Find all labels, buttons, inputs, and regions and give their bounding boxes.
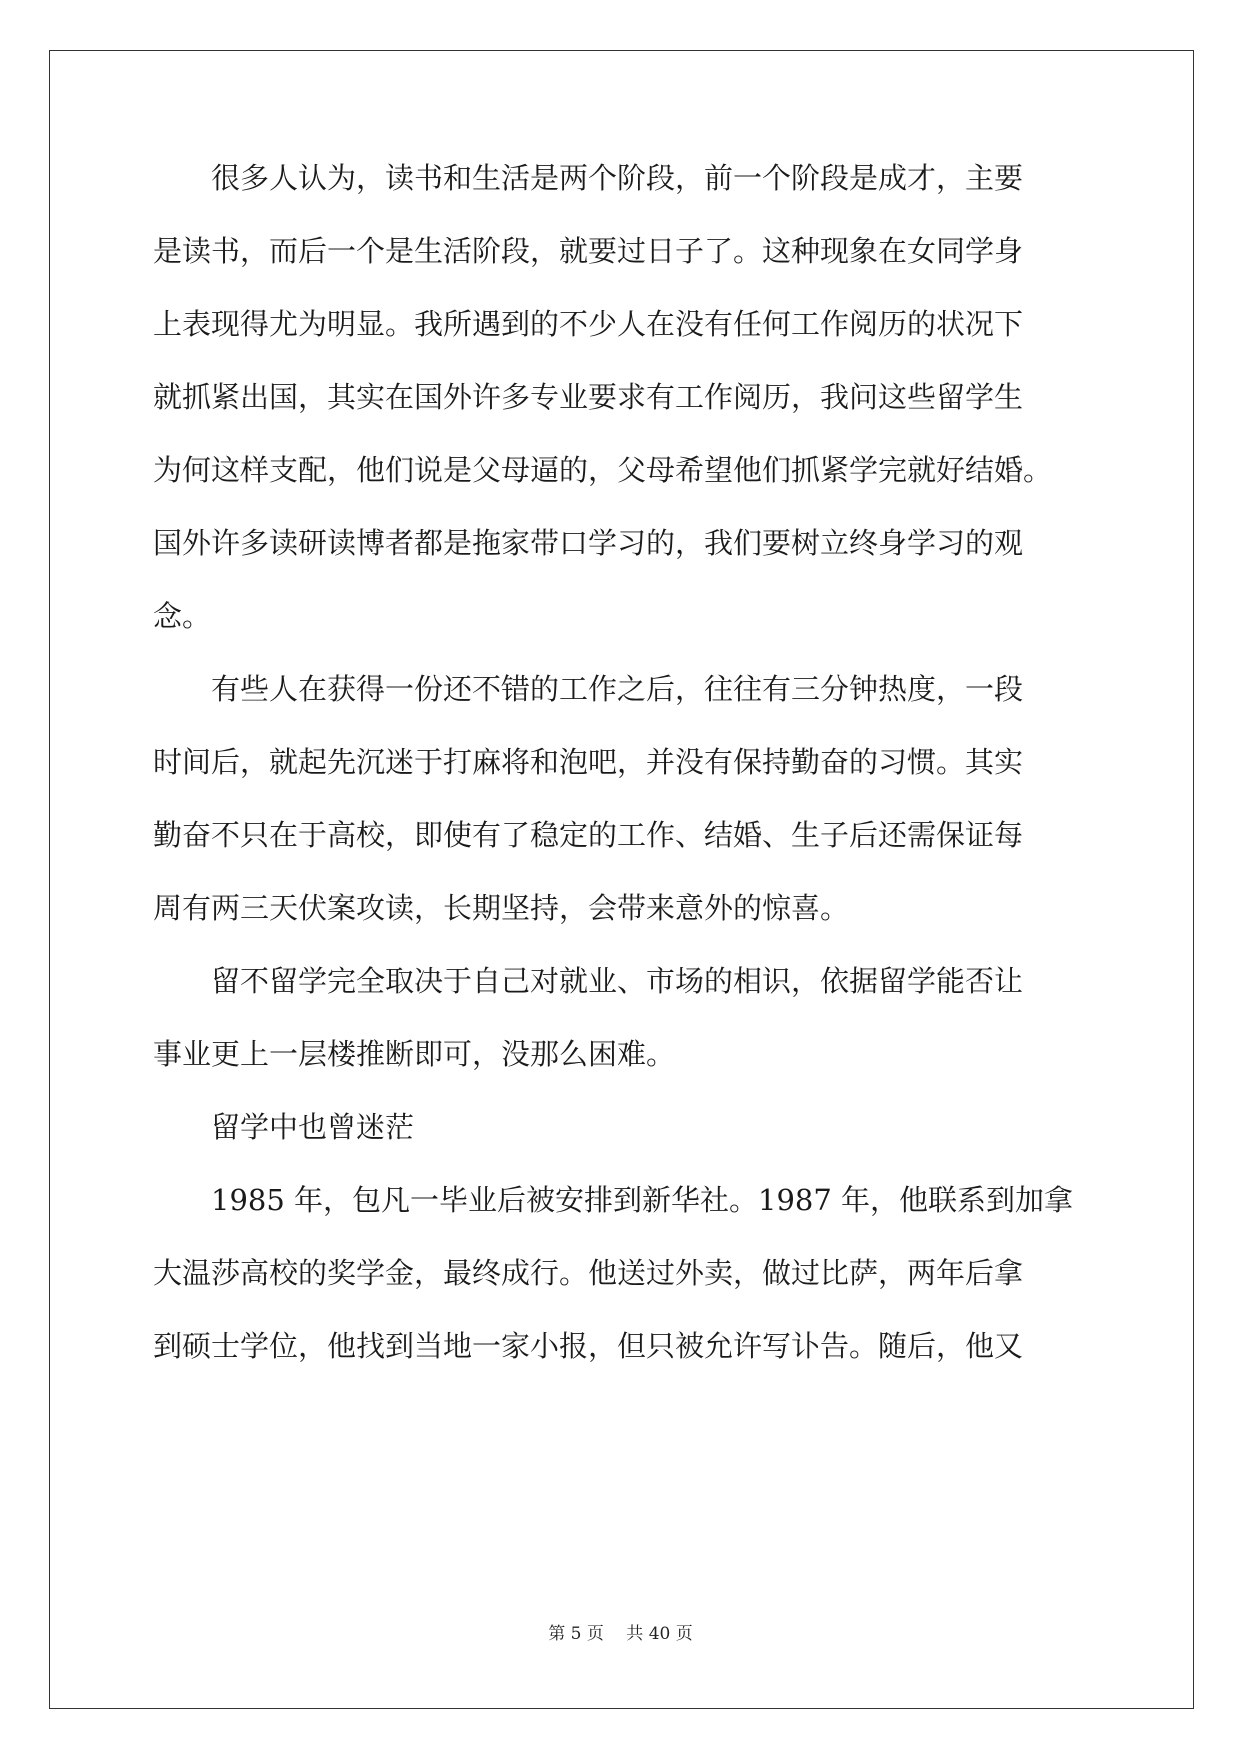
text-line: 事业更上一层楼推断即可，没那么困难。 (153, 1037, 676, 1071)
section-heading: 留学中也曾迷茫 (153, 1110, 415, 1144)
text-line: 有些人在获得一份还不错的工作之后，往往有三分钟热度，一段 (153, 672, 1024, 706)
page-number-footer: 第 5 页 共 40 页 (548, 1624, 693, 1644)
text-line: 为何这样支配，他们说是父母逼的，父母希望他们抓紧学完就好结婚。 (153, 453, 1053, 487)
page-border (49, 50, 1194, 1709)
text-line: 是读书，而后一个是生活阶段，就要过日子了。这种现象在女同学身 (153, 234, 1024, 268)
text-line: 到硕士学位，他找到当地一家小报，但只被允许写讣告。随后，他又 (153, 1329, 1024, 1363)
text-line: 周有两三天伏案攻读，长期坚持，会带来意外的惊喜。 (153, 891, 850, 925)
text-line: 很多人认为，读书和生活是两个阶段，前一个阶段是成才，主要 (153, 161, 1024, 195)
text-line: 上表现得尤为明显。我所遇到的不少人在没有任何工作阅历的状况下 (153, 307, 1024, 341)
text-line: 时间后，就起先沉迷于打麻将和泡吧，并没有保持勤奋的习惯。其实 (153, 745, 1024, 779)
text-line: 1985 年，包凡一毕业后被安排到新华社。1987 年，他联系到加拿 (153, 1183, 1074, 1217)
text-line: 勤奋不只在于高校，即使有了稳定的工作、结婚、生子后还需保证每 (153, 818, 1024, 852)
text-line: 大温莎高校的奖学金，最终成行。他送过外卖，做过比萨，两年后拿 (153, 1256, 1024, 1290)
text-line: 就抓紧出国，其实在国外许多专业要求有工作阅历，我问这些留学生 (153, 380, 1024, 414)
text-line: 留不留学完全取决于自己对就业、市场的相识，依据留学能否让 (153, 964, 1024, 998)
text-line: 念。 (153, 599, 212, 633)
text-line: 国外许多读研读博者都是拖家带口学习的，我们要树立终身学习的观 (153, 526, 1024, 560)
